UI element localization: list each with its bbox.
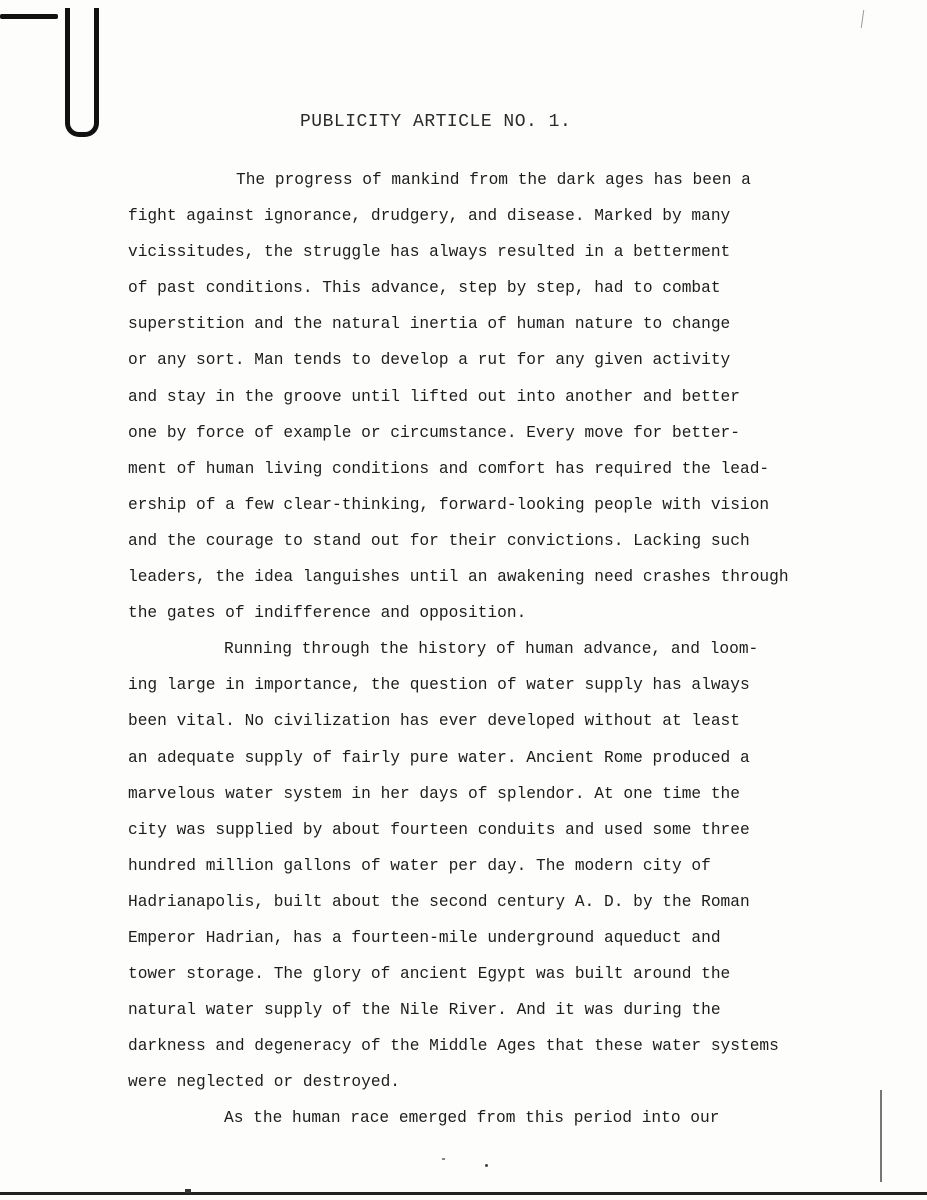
handwritten-u-mark <box>65 8 99 137</box>
text-line: Emperor Hadrian, has a fourteen-mile underground aqueduct and <box>128 928 721 947</box>
text-line: natural water supply of the Nile River. And it was during the <box>128 1001 721 1020</box>
text-line: or any sort. Man tends to develop a rut for any given activity <box>128 351 731 370</box>
text-line: Running through the history of human advance, and loom- <box>224 640 759 659</box>
text-line: were neglected or destroyed. <box>128 1073 400 1092</box>
handwritten-dash-mark <box>0 14 58 19</box>
text-line: ing large in importance, the question of water supply has always <box>128 676 750 695</box>
document-body <box>128 162 868 1137</box>
text-line: and the courage to stand out for their convictions. Lacking such <box>128 531 750 550</box>
text-line: city was supplied by about fourteen conduits and used some three <box>128 820 750 839</box>
text-line: one by force of example or circumstance. Every move for better- <box>128 423 740 442</box>
text-line: fight against ignorance, drudgery, and disease. Marked by many <box>128 207 731 226</box>
scan-bottom-edge <box>0 1192 927 1195</box>
text-line: Hadrianapolis, built about the second century A. D. by the Roman <box>128 892 750 911</box>
document-title: PUBLICITY ARTICLE NO. 1. <box>300 112 572 132</box>
scan-edge-mark <box>880 1090 882 1182</box>
text-line: vicissitudes, the struggle has always resulted in a betterment <box>128 243 731 262</box>
scan-speck <box>485 1164 488 1167</box>
text-line: As the human race emerged from this period into our <box>224 1109 720 1128</box>
scan-speck <box>185 1189 191 1193</box>
text-line: tower storage. The glory of ancient Egypt was built around the <box>128 965 731 984</box>
text-line: ment of human living conditions and comfort has required the lead- <box>128 459 770 478</box>
scan-edge-mark <box>861 10 864 28</box>
text-line: ership of a few clear-thinking, forward-looking people with vision <box>128 495 770 514</box>
text-line: been vital. No civilization has ever developed without at least <box>128 712 740 731</box>
text-line: and stay in the groove until lifted out into another and better <box>128 387 740 406</box>
text-line: darkness and degeneracy of the Middle Ages that these water systems <box>128 1037 779 1056</box>
text-line: marvelous water system in her days of splendor. At one time the <box>128 784 740 803</box>
scan-speck <box>442 1158 445 1160</box>
text-line: of past conditions. This advance, step by step, had to combat <box>128 279 721 298</box>
text-line: an adequate supply of fairly pure water. Ancient Rome produced a <box>128 748 750 767</box>
text-line: leaders, the idea languishes until an awakening need crashes through <box>128 568 789 587</box>
text-line: The progress of mankind from the dark ages has been a <box>236 171 751 189</box>
text-line: hundred million gallons of water per day. The modern city of <box>128 856 711 875</box>
text-line: superstition and the natural inertia of human nature to change <box>128 315 731 334</box>
text-line: the gates of indifference and opposition. <box>128 604 527 623</box>
